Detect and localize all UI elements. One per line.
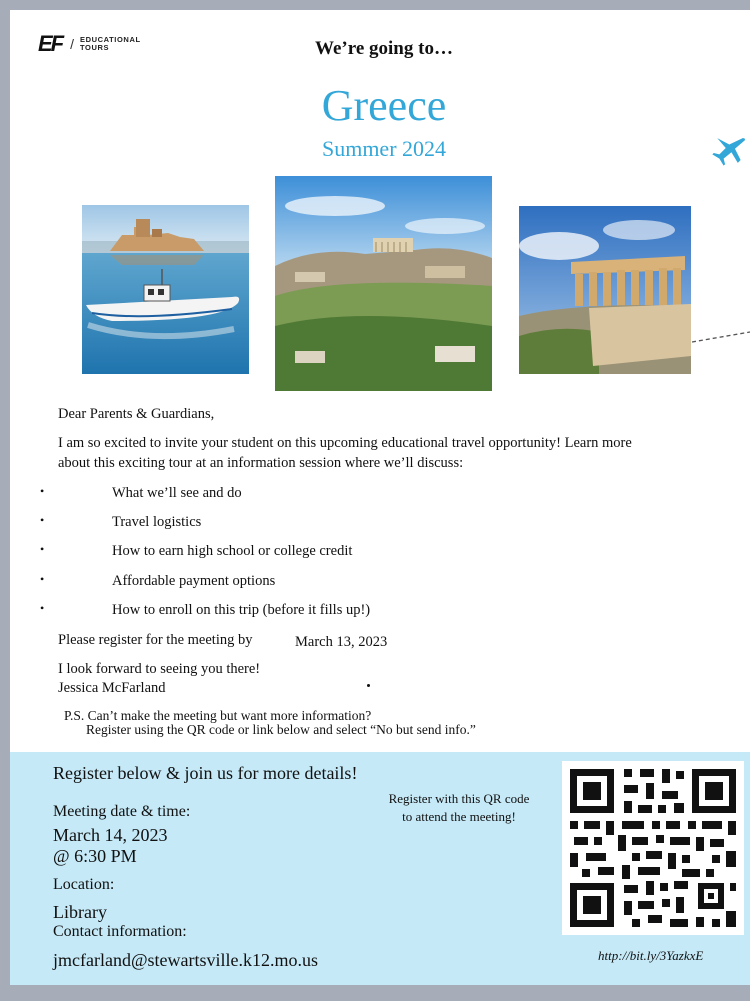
- logo-line2: TOURS: [80, 43, 110, 52]
- bullet-item: Affordable payment options: [112, 573, 276, 589]
- bullet-item: How to earn high school or college credit: [112, 543, 353, 559]
- season-subtitle: Summer 2024: [321, 136, 447, 161]
- location-label: Location:: [53, 876, 115, 893]
- bullet-dot: •: [40, 572, 45, 586]
- destination-title: Greece: [321, 81, 447, 130]
- flight-path-line: [692, 328, 750, 348]
- parthenon-photo: [519, 206, 691, 374]
- contact-email[interactable]: jmcfarland@stewartsville.k12.mo.us: [53, 950, 319, 970]
- qr-caption: [370, 790, 548, 826]
- contact-label: Contact information:: [53, 923, 187, 940]
- logo-line1: EDUCATIONAL: [80, 35, 141, 44]
- register-by-date: March 13, 2023: [295, 634, 388, 650]
- intro-line-1: I am so excited to invite your student on this upcoming educational travel opportunity! Learn more: [58, 435, 632, 451]
- details-title: Register below & join us for more details!: [53, 763, 358, 783]
- acropolis-photo: [275, 176, 492, 391]
- registration-link[interactable]: http://bit.ly/3YazkxE: [598, 948, 704, 963]
- meeting-date: March 14, 2023: [53, 825, 168, 845]
- bullet-item: How to enroll on this trip (before it fills up!): [112, 602, 371, 618]
- closing-line: I look forward to seeing you there!: [58, 661, 261, 677]
- ef-logo: EF / EDUCATIONAL TOURS: [38, 31, 141, 56]
- bullet-dot: •: [40, 513, 45, 527]
- greeting: Dear Parents & Guardians,: [58, 406, 215, 422]
- qr-caption-line-2: to attend the meeting!: [402, 809, 516, 824]
- location-value: Library: [53, 902, 107, 922]
- bullet-item: What we’ll see and do: [112, 485, 242, 501]
- bullet-dot: •: [40, 484, 45, 498]
- intro-line-2: about this exciting tour at an information session where we’ll discuss:: [58, 455, 464, 471]
- logo-mark: EF: [38, 31, 63, 56]
- signature: Jessica McFarland: [58, 680, 166, 696]
- castle-boat-photo: [82, 205, 249, 374]
- headline: We’re going to…: [315, 38, 453, 59]
- ps-line-1: P.S. Can’t make the meeting but want more information?: [64, 708, 372, 723]
- bullet-item: Travel logistics: [112, 514, 202, 530]
- meeting-label: Meeting date & time:: [53, 803, 191, 820]
- airplane-icon: [710, 128, 750, 168]
- qr-caption-line-1: Register with this QR code: [388, 791, 530, 806]
- bullet-dot: •: [40, 542, 45, 556]
- qr-code[interactable]: [562, 761, 744, 935]
- meeting-time: @ 6:30 PM: [53, 846, 137, 866]
- stray-dot: [367, 684, 370, 687]
- ps-line-2: Register using the QR code or link below and select “No but send info.”: [86, 722, 476, 737]
- register-by-label: Please register for the meeting by: [58, 632, 253, 648]
- flyer-page: [10, 10, 750, 985]
- bullet-dot: •: [40, 601, 45, 615]
